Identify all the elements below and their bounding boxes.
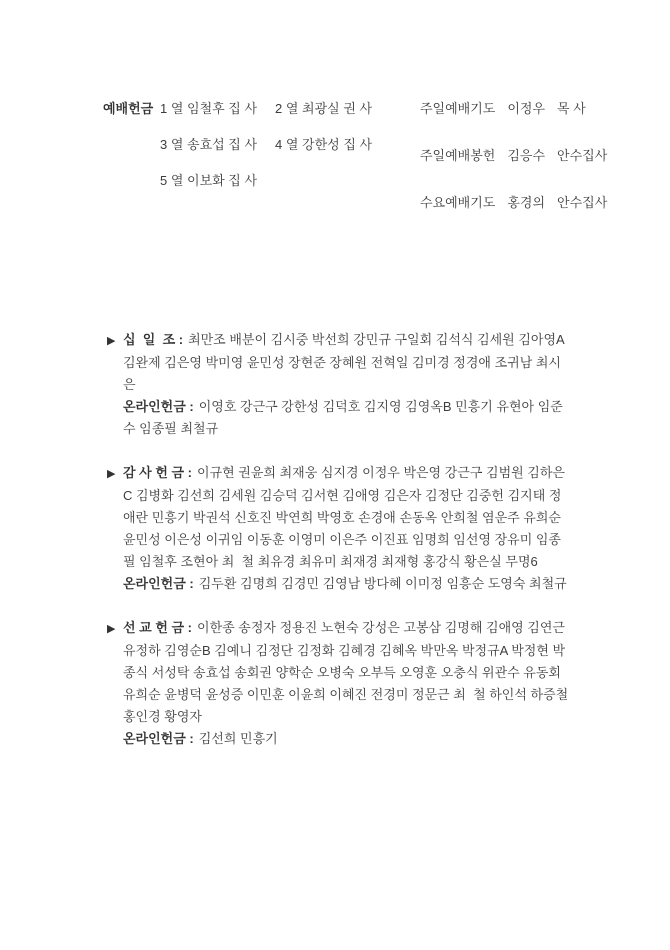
offering-sections bbox=[107, 329, 572, 772]
online-offering-label: 온라인헌금 : bbox=[123, 576, 194, 591]
online-offering-names: 이영호 강근구 강한성 김덕호 김지영 김영옥B 민흥기 유현아 임준수 임종필 최철규 bbox=[123, 399, 563, 436]
offering-row-right: 2 열 최광실 권 사 bbox=[275, 101, 373, 116]
duty-title: 안수집사 bbox=[557, 195, 608, 210]
duty-person: 이정우 bbox=[507, 101, 546, 116]
online-offering-label: 온라인헌금 : bbox=[123, 399, 194, 414]
duty-list bbox=[420, 101, 607, 242]
online-offering-paragraph bbox=[107, 396, 569, 440]
offering-row bbox=[160, 137, 372, 153]
duty-label: 주일예배기도 bbox=[420, 101, 496, 116]
section-mission bbox=[107, 617, 572, 750]
duty-row bbox=[420, 148, 607, 164]
section-names: 이규현 권윤희 최재웅 심지경 이정우 박은영 강근구 김범원 김하은C 김병화 김선희 김세원 김승덕 김서현 김애영 김은자 김정단 김중헌 김지태 정애란 민흥기 박권석 신호진 박연희 박영호 손경애 손동옥 안희철 염운주 유희순 윤민성 이은성 이귀임 이동훈 이영미 이은주 이진표 임명희 임선영 장유미 임종필 임철후 조현아 최 철 최유경 최유미 최재경 최재형 홍강식 황은실 무명6 bbox=[123, 465, 565, 569]
online-offering-label: 온라인헌금 : bbox=[123, 731, 194, 746]
online-offering-names: 김두환 김명희 김경민 김영남 방다혜 이미정 임흥순 도영숙 최철규 bbox=[198, 576, 567, 591]
section-label: 선 교 헌 금 : bbox=[123, 620, 193, 635]
duty-title: 안수집사 bbox=[557, 148, 608, 163]
triangle-bullet-icon: ▶ bbox=[107, 335, 116, 347]
offering-schedule-rows bbox=[160, 101, 372, 209]
offering-row-left: 5 열 이보화 집 사 bbox=[160, 173, 258, 188]
section-label: 감 사 헌 금 : bbox=[123, 465, 193, 480]
duty-row bbox=[420, 195, 607, 211]
online-offering-paragraph bbox=[107, 573, 569, 595]
offering-row-left: 3 열 송효섭 집 사 bbox=[160, 137, 258, 152]
duty-label: 주일예배봉헌 bbox=[420, 148, 496, 163]
duty-person: 홍경의 bbox=[507, 195, 546, 210]
section-names: 이한종 송정자 정용진 노현숙 강성은 고봉삼 김명해 김애영 김연근 유정하 김영순B 김예니 김정단 김정화 김혜경 김혜옥 박만옥 박정규A 박정현 박종식 서성탁 송효섭 송회권 양학순 오병숙 오부득 오영훈 오충식 위관수 유동회 유희순 윤병덕 윤성증 이민훈 이윤희 이혜진 전경미 정문근 최 철 하인석 하증철 홍인경 황영자 bbox=[123, 620, 572, 724]
section-tithe bbox=[107, 329, 569, 440]
duty-label: 수요예배기도 bbox=[420, 195, 496, 210]
offering-schedule bbox=[103, 101, 372, 209]
duty-title: 목 사 bbox=[557, 101, 586, 116]
duty-row bbox=[420, 101, 607, 117]
offering-row-left: 1 열 임철후 집 사 bbox=[160, 101, 258, 116]
offering-row bbox=[160, 173, 372, 189]
section-names-paragraph bbox=[107, 617, 572, 728]
section-label: 십 일 조 : bbox=[123, 332, 184, 347]
duty-person: 김응수 bbox=[507, 148, 546, 163]
online-offering-names: 김선희 민흥기 bbox=[198, 731, 278, 746]
triangle-bullet-icon: ▶ bbox=[107, 468, 116, 480]
online-offering-paragraph bbox=[107, 728, 569, 750]
section-names: 최만조 배분이 김시중 박선희 강민규 구일회 김석식 김세원 김아영A 김완제 김은영 박미영 윤민성 장현준 장혜원 전혁일 김미경 정경애 조귀남 최시은 bbox=[123, 332, 568, 392]
offering-row-right: 4 열 강한성 집 사 bbox=[275, 137, 373, 152]
section-names-paragraph bbox=[107, 462, 569, 573]
section-names-paragraph bbox=[107, 329, 569, 396]
triangle-bullet-icon: ▶ bbox=[107, 623, 116, 635]
offering-schedule-label: 예배헌금 bbox=[103, 101, 154, 116]
offering-row bbox=[160, 101, 372, 117]
section-thanksgiving bbox=[107, 462, 569, 595]
